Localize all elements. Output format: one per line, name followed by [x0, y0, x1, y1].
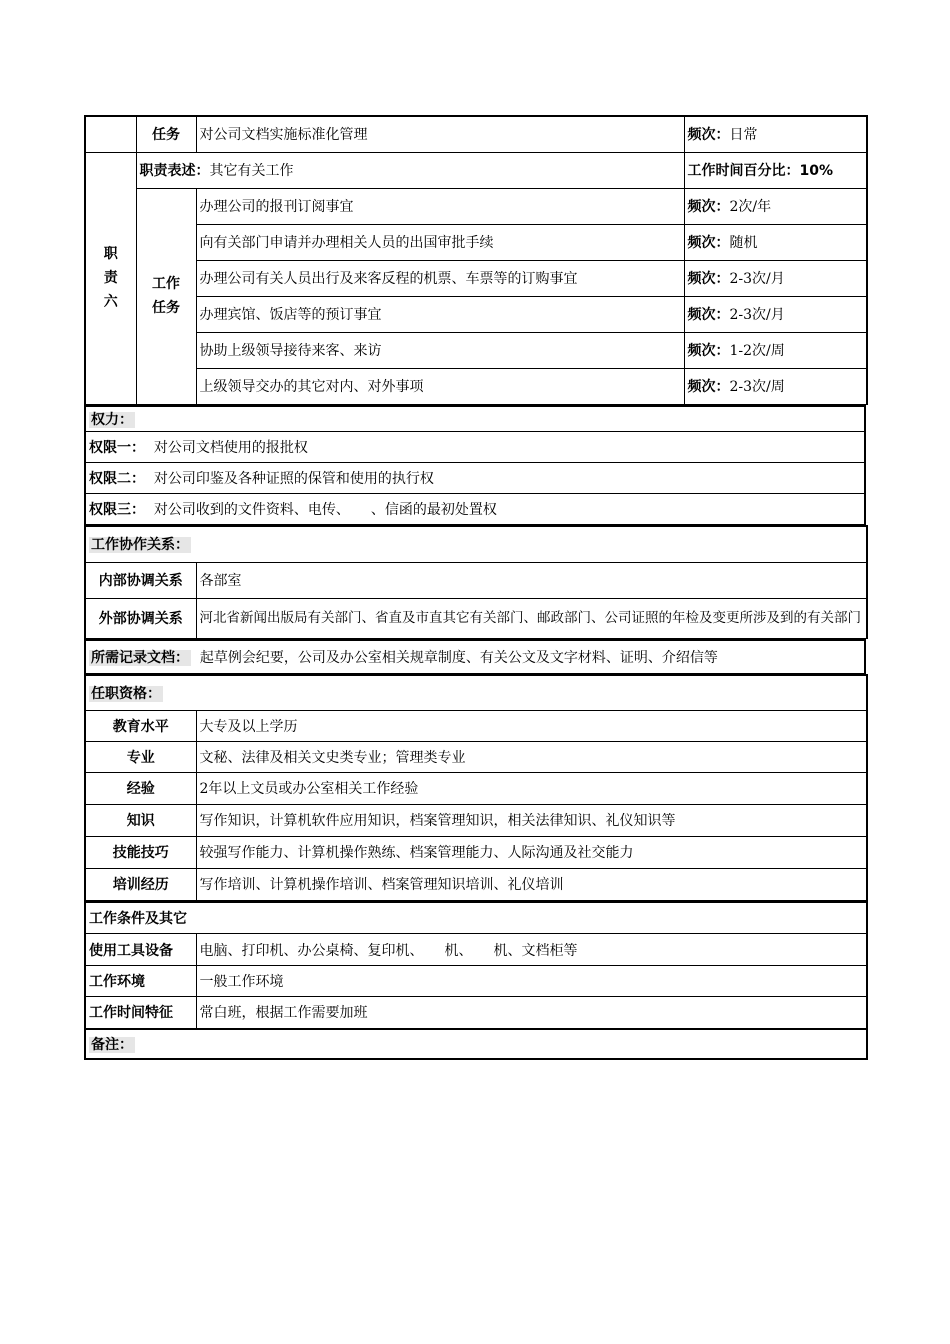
- records-row: 所需记录文档： 起草例会纪要，公司及办公室相关规章制度、有关公文及文字材料、证明、介绍信等: [85, 640, 865, 674]
- time-percentage: 工作时间百分比：10%: [684, 152, 867, 188]
- work-tasks-label: 工作 任务: [136, 188, 196, 404]
- task-row-desc: 向有关部门申请并办理相关人员的出国审批手续: [196, 224, 684, 260]
- qualification-label: 技能技巧: [85, 836, 196, 868]
- qualification-value: 文秘、法律及相关文史类专业；管理类专业: [196, 741, 867, 772]
- task-row-desc: 办理宾馆、饭店等的预订事宜: [196, 296, 684, 332]
- task-row-desc: 上级领导交办的其它对内、对外事项: [196, 368, 684, 404]
- qualification-value: 2年以上文员或办公室相关工作经验: [196, 772, 867, 804]
- authority-table: [84, 405, 866, 526]
- condition-value: 常白班，根据工作需要加班: [196, 997, 867, 1029]
- external-coordination-value: 河北省新闻出版局有关部门、省直及市直其它有关部门、邮政部门、公司证照的年检及变更所涉及到的有关部门: [196, 598, 867, 638]
- condition-label: 工作环境: [85, 966, 196, 997]
- records-table: [84, 639, 866, 675]
- task-row-freq: 频次：2次/年: [684, 188, 867, 224]
- task-row-freq: 频次：2-3次/周: [684, 368, 867, 404]
- condition-value: 一般工作环境: [196, 966, 867, 997]
- task-desc: 对公司文档实施标准化管理: [196, 116, 684, 152]
- task-row-freq: 频次：2-3次/月: [684, 296, 867, 332]
- task-row-freq: 频次：2-3次/月: [684, 260, 867, 296]
- task-row-freq: 频次：随机: [684, 224, 867, 260]
- condition-label: 使用工具设备: [85, 934, 196, 966]
- authority-item: 权限一： 对公司文档使用的报批权: [85, 432, 865, 463]
- qualifications-table: [84, 674, 868, 901]
- task-row-desc: 办理公司的报刊订阅事宜: [196, 188, 684, 224]
- qualification-label: 培训经历: [85, 868, 196, 900]
- qualification-label: 知识: [85, 804, 196, 836]
- notes-title: 备注：: [85, 1029, 867, 1059]
- authority-item: 权限三： 对公司收到的文件资料、电传、 、信函的最初处置权: [85, 494, 865, 525]
- task-row-freq: 频次：1-2次/周: [684, 332, 867, 368]
- task-frequency: 频次：日常: [684, 116, 867, 152]
- qualification-value: 大专及以上学历: [196, 710, 867, 741]
- qualification-label: 经验: [85, 772, 196, 804]
- conditions-table: [84, 901, 868, 1060]
- empty-cell: [85, 116, 136, 152]
- internal-coordination-value: 各部室: [196, 562, 867, 598]
- qualification-label: 专业: [85, 741, 196, 772]
- job-description-document: [84, 115, 866, 1060]
- task-label: 任务: [136, 116, 196, 152]
- duty-six-label: 职 责 六: [85, 152, 136, 404]
- duty-statement: 职责表述：其它有关工作: [136, 152, 684, 188]
- qualification-value: 较强写作能力、计算机操作熟练、档案管理能力、人际沟通及社交能力: [196, 836, 867, 868]
- qualification-value: 写作知识，计算机软件应用知识，档案管理知识，相关法律知识、礼仪知识等: [196, 804, 867, 836]
- cooperation-table: [84, 525, 868, 639]
- condition-label: 工作时间特征: [85, 997, 196, 1029]
- conditions-title: 工作条件及其它: [85, 902, 867, 934]
- internal-coordination-label: 内部协调关系: [85, 562, 196, 598]
- authority-item: 权限二： 对公司印鉴及各种证照的保管和使用的执行权: [85, 463, 865, 494]
- external-coordination-label: 外部协调关系: [85, 598, 196, 638]
- qualification-value: 写作培训、计算机操作培训、档案管理知识培训、礼仪培训: [196, 868, 867, 900]
- qualifications-title: 任职资格：: [85, 675, 867, 710]
- cooperation-title: 工作协作关系：: [85, 526, 867, 562]
- task-row-desc: 办理公司有关人员出行及来客反程的机票、车票等的订购事宜: [196, 260, 684, 296]
- condition-value: 电脑、打印机、办公桌椅、复印机、 机、 机、文档柜等: [196, 934, 867, 966]
- qualification-label: 教育水平: [85, 710, 196, 741]
- task-row-desc: 协助上级领导接待来客、来访: [196, 332, 684, 368]
- authority-title: 权力：: [85, 406, 865, 432]
- duty-table: [84, 115, 868, 405]
